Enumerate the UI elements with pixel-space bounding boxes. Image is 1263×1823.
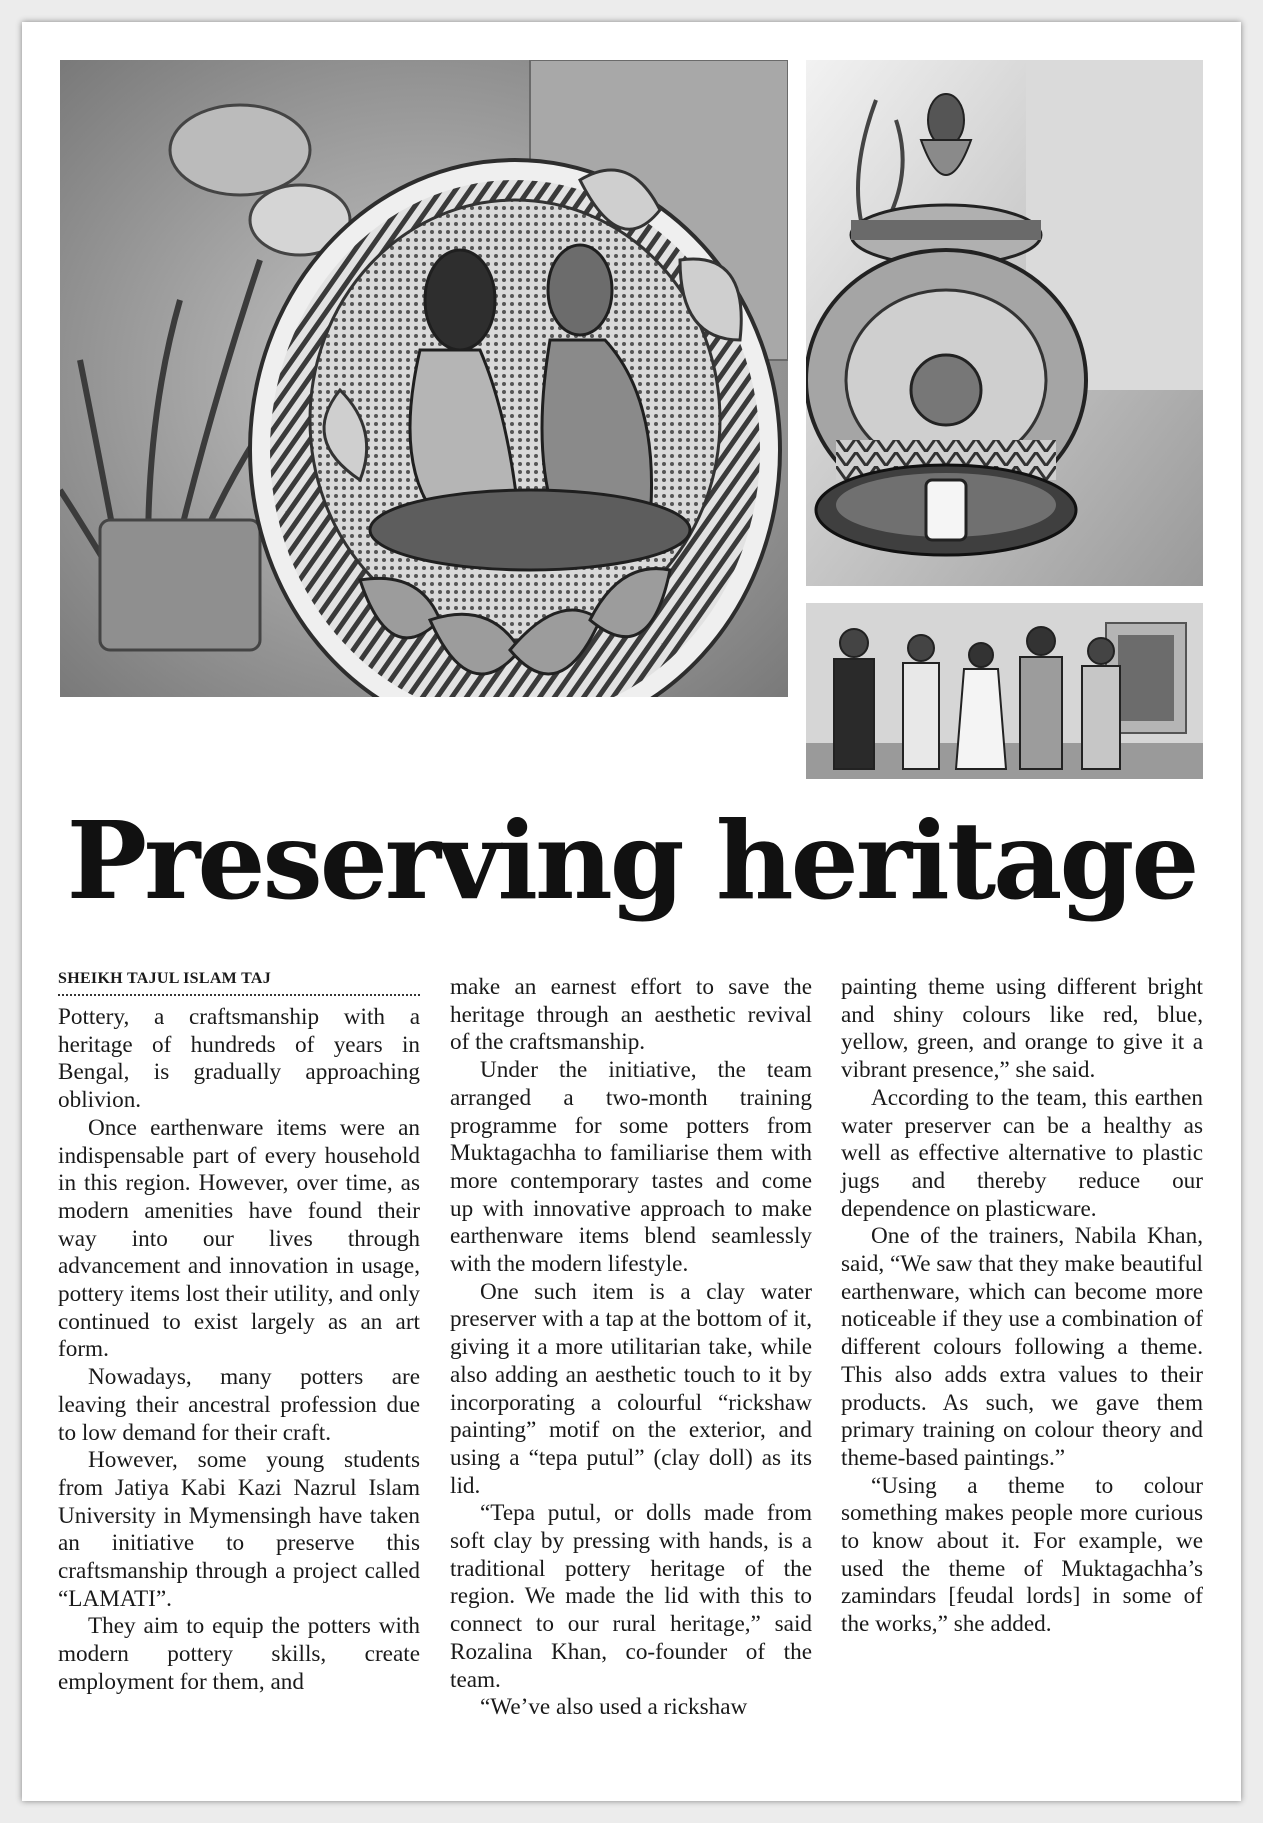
paragraph: Once earthenware items were an indispensable part of every household in this region. However, over time, as modern amenities have found their way into our lives through advancement and innovation in usage, pottery items lost their utility, and only continued to exist largely as an art form. <box>58 1114 420 1363</box>
article-column-2 <box>450 974 812 1722</box>
article-column-1 <box>58 1004 420 1697</box>
photo-clay-water-preserver <box>806 60 1203 586</box>
paragraph: painting theme using different bright and shiny colours like red, blue, yellow, green, and orange to give it a vibrant presence,” she said. <box>841 974 1203 1084</box>
paragraph: “Tepa putul, or dolls made from soft clay by pressing with hands, is a traditional pottery heritage of the region. We made the lid with this to connect to our rural heritage,” said Rozalina Khan, co-founder of the team. <box>450 1500 812 1693</box>
paragraph: make an earnest effort to save the heritage through an aesthetic revival of the craftsmanship. <box>450 974 812 1056</box>
photo-lamati-team <box>806 603 1203 779</box>
paragraph: One such item is a clay water preserver with a tap at the bottom of it, giving it a more utilitarian take, while also adding an aesthetic touch to it by incorporating a colourful “rickshaw painting” motif on the exterior, and using a “tepa putul” (clay doll) as its lid. <box>450 1278 812 1499</box>
paragraph: One of the trainers, Nabila Khan, said, “We saw that they make beautiful earthenware, which can become more noticeable if they use a combination of different colours following a theme. This also adds extra values to their products. As such, we gave them primary training on colour theory and theme-based paintings.” <box>841 1223 1203 1471</box>
article-column-3 <box>841 974 1203 1639</box>
byline: SHEIKH TAJUL ISLAM TAJ <box>58 970 420 996</box>
newspaper-page <box>22 22 1241 1801</box>
paragraph: Under the initiative, the team arranged a two-month training programme for some potters from Muktagachha to familiarise them with more contemporary tastes and come up with innovative approach to make earthenware items blend seamlessly with the modern lifestyle. <box>450 1057 812 1278</box>
paragraph: Nowadays, many potters are leaving their ancestral profession due to low demand for their craft. <box>58 1364 420 1446</box>
paragraph: According to the team, this earthen water preserver can be a healthy as well as effective alternative to plastic jugs and thereby reduce our dependence on plasticware. <box>841 1084 1203 1222</box>
paragraph: “We’ve also used a rickshaw <box>480 1694 748 1721</box>
photo-painted-plate <box>60 60 788 697</box>
paragraph: However, some young students from Jatiya Kabi Kazi Nazrul Islam University in Mymensingh have taken an initiative to preserve this craftsmanship through a project called “LAMATI”. <box>58 1447 420 1612</box>
paragraph: Pottery, a craftsmanship with a heritage of hundreds of years in Bengal, is gradually approaching oblivion. <box>58 1004 420 1114</box>
paragraph: “Using a theme to colour something makes people more curious to know about it. For example, we used the theme of Muktagachha’s zamindars [feudal lords] in some of the works,” she added. <box>841 1472 1203 1638</box>
headline: Preserving heritage <box>66 799 1197 924</box>
paragraph: They aim to equip the potters with modern pottery skills, create employment for them, and <box>58 1613 420 1695</box>
